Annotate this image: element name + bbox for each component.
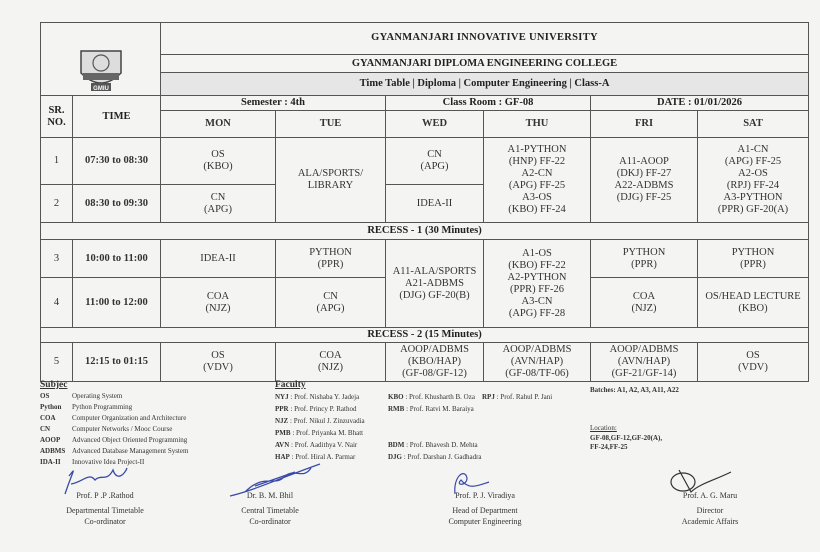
sr-cell: 5 — [41, 343, 73, 382]
slot-cell: AOOP/ADBMS (KBO/HAP) (GF-08/GF-12) — [386, 343, 484, 382]
faculty-item: NYJ : Prof. Nishaba Y. Jadeja — [275, 393, 360, 401]
slot-cell: COA (NJZ) — [591, 278, 698, 328]
faculty-code: PMB — [275, 429, 291, 437]
time-cell: 07:30 to 08:30 — [73, 138, 161, 185]
day-sat: SAT — [698, 111, 809, 138]
location-heading: Location: — [590, 424, 617, 432]
signatory-name: Prof. A. G. Maru — [682, 491, 738, 500]
slot-cell: CN (APG) — [276, 278, 386, 328]
faculty-name: Prof. Priyanka M. Bhatt — [296, 429, 364, 437]
slot-cell: OS (VDV) — [698, 343, 809, 382]
day-mon: MON — [161, 111, 276, 138]
subject-name: Computer Organization and Architecture — [72, 414, 187, 422]
batches — [590, 385, 679, 396]
signatory-role: Departmental Timetable Co-ordinator — [66, 506, 144, 526]
subject-item — [40, 435, 188, 446]
table-row — [41, 343, 809, 382]
slot-cell: AOOP/ADBMS (AVN/HAP) (GF-21/GF-14) — [591, 343, 698, 382]
faculty-item: DJG : Prof. Darshan J. Gadhadra — [388, 453, 482, 461]
day-fri: FRI — [591, 111, 698, 138]
subject-name: Advanced Object Oriented Programming — [72, 436, 188, 444]
faculty-name: Prof. Bhavesh D. Mehta — [409, 441, 478, 449]
signatory-role: Director Academic Affairs — [681, 506, 739, 526]
signatory-2 — [205, 490, 335, 527]
faculty-code: PPR — [275, 405, 289, 413]
classroom: Class Room : GF-08 — [386, 96, 591, 111]
subject-heading: Subjec — [40, 380, 68, 390]
subject-code: OS — [40, 392, 50, 400]
faculty-item: HAP : Prof. Hiral A. Parmar — [275, 453, 356, 461]
university-logo — [71, 35, 131, 92]
signatory-role: Central Timetable Co-ordinator — [241, 506, 299, 526]
subject-item — [40, 424, 188, 435]
faculty-code: NJZ — [275, 417, 289, 425]
time-cell: 11:00 to 12:00 — [73, 278, 161, 328]
faculty-item: NJZ : Prof. Nikul J. Zinzuvadia — [275, 417, 365, 425]
time-cell: 12:15 to 01:15 — [73, 343, 161, 382]
faculty-code: NYJ — [275, 393, 289, 401]
faculty-legend — [275, 380, 575, 471]
faculty-item: AVN : Prof. Aadithya V. Nair — [275, 441, 358, 449]
subject-item — [40, 391, 188, 402]
faculty-name: Prof. Nikul J. Zinzuvadia — [293, 417, 365, 425]
slot-cell: IDEA-II — [161, 240, 276, 278]
subject-name: Computer Networks / Mooc Course — [72, 425, 173, 433]
time-header: TIME — [73, 96, 161, 138]
slot-cell: COA (NJZ) — [276, 343, 386, 382]
faculty-item: RMB : Prof. Ratvi M. Baraiya — [388, 405, 474, 413]
time-cell: 10:00 to 11:00 — [73, 240, 161, 278]
faculty-item: KBO : Prof. Khusharth B. Oza — [388, 393, 475, 401]
slot-cell: A11-AOOP (DKJ) FF-27 A22-ADBMS (DJG) FF-25 — [591, 138, 698, 223]
timetable — [40, 22, 809, 382]
faculty-name: Prof. Rahul P. Jani — [500, 393, 553, 401]
slot-cell: A1-CN (APG) FF-25 A2-OS (RPJ) FF-24 A3-PYTHON (PPR) GF-20(A) — [698, 138, 809, 223]
table-row — [41, 138, 809, 185]
date: DATE : 01/01/2026 — [591, 96, 809, 111]
subject-code: AOOP — [40, 436, 61, 444]
faculty-item: PPR : Prof. Princy P. Rathod — [275, 405, 357, 413]
semester: Semester : 4th — [161, 96, 386, 111]
subject-code: CN — [40, 425, 51, 433]
faculty-code: RMB — [388, 405, 405, 413]
subject-name: Python Programming — [72, 403, 133, 411]
faculty-name: Prof. Nishaba Y. Jadeja — [294, 393, 360, 401]
subject-code: COA — [40, 414, 56, 422]
slot-cell: OS (VDV) — [161, 343, 276, 382]
signatory-3 — [420, 490, 550, 527]
faculty-code: KBO — [388, 393, 404, 401]
subject-name: Operating System — [72, 392, 123, 400]
day-wed: WED — [386, 111, 484, 138]
slot-cell: OS (KBO) — [161, 138, 276, 185]
faculty-name: Prof. Princy P. Rathod — [294, 405, 357, 413]
faculty-item: BDM : Prof. Bhavesh D. Mehta — [388, 441, 478, 449]
faculty-code: BDM — [388, 441, 405, 449]
subject-code: IDA-II — [40, 458, 61, 466]
faculty-heading: Faculty — [275, 380, 306, 390]
slot-cell: A11-ALA/SPORTS A21-ADBMS (DJG) GF-20(B) — [386, 240, 484, 328]
subject-name: Advanced Database Management System — [72, 447, 189, 455]
time-cell: 08:30 to 09:30 — [73, 185, 161, 223]
slot-cell: COA (NJZ) — [161, 278, 276, 328]
slot-cell: A1-OS (KBO) FF-22 A2-PYTHON (PPR) FF-26 A3-CN (APG) FF-28 — [484, 240, 591, 328]
slot-cell: PYTHON (PPR) — [698, 240, 809, 278]
faculty-name: Prof. Hiral A. Parmar — [295, 453, 356, 461]
signatory-1 — [40, 490, 170, 527]
faculty-name: Prof. Darshan J. Gadhadra — [407, 453, 482, 461]
faculty-code: HAP — [275, 453, 290, 461]
subject-code: Python — [40, 403, 62, 411]
signatory-4 — [645, 490, 775, 527]
timetable-line: Time Table | Diploma | Computer Engineering | Class-A — [161, 73, 809, 96]
faculty-code: RPJ — [482, 393, 495, 401]
slot-cell: PYTHON (PPR) — [276, 240, 386, 278]
sr-header: SR. NO. — [41, 96, 73, 138]
subject-item — [40, 446, 188, 457]
recess-row: RECESS - 2 (15 Minutes) — [41, 328, 809, 343]
subject-item — [40, 413, 188, 424]
faculty-item: RPJ : Prof. Rahul P. Jani — [482, 393, 553, 401]
slot-cell: CN (APG) — [386, 138, 484, 185]
faculty-code: AVN — [275, 441, 290, 449]
logo-cell — [41, 23, 161, 96]
signatory-name: Prof. P. J. Viradiya — [455, 491, 515, 500]
subject-item — [40, 402, 188, 413]
day-thu: THU — [484, 111, 591, 138]
svg-text:GMIU: GMIU — [92, 86, 109, 92]
slot-cell: ALA/SPORTS/ LIBRARY — [276, 138, 386, 223]
signatory-name: Prof. P .P .Rathod — [76, 491, 134, 500]
day-tue: TUE — [276, 111, 386, 138]
sr-cell: 1 — [41, 138, 73, 185]
subject-legend — [40, 380, 188, 468]
location-value: GF-08,GF-12,GF-20(A), FF-24,FF-25 — [590, 434, 663, 451]
slot-cell: CN (APG) — [161, 185, 276, 223]
slot-cell: AOOP/ADBMS (AVN/HAP) (GF-08/TF-06) — [484, 343, 591, 382]
signatory-name: Dr. B. M. Bhil — [246, 491, 294, 500]
faculty-item: PMB : Prof. Priyanka M. Bhatt — [275, 429, 364, 437]
slot-cell: PYTHON (PPR) — [591, 240, 698, 278]
recess-row: RECESS - 1 (30 Minutes) — [41, 223, 809, 240]
slot-cell: OS/HEAD LECTURE (KBO) — [698, 278, 809, 328]
sr-cell: 4 — [41, 278, 73, 328]
college-name: GYANMANJARI DIPLOMA ENGINEERING COLLEGE — [161, 54, 809, 72]
sr-cell: 3 — [41, 240, 73, 278]
subject-name: Innovative Idea Project-II — [72, 458, 145, 466]
faculty-name: Prof. Ratvi M. Baraiya — [409, 405, 474, 413]
slot-cell: A1-PYTHON (HNP) FF-22 A2-CN (APG) FF-25 A3-OS (KBO) FF-24 — [484, 138, 591, 223]
signatory-role: Head of Department Computer Engineering — [448, 506, 522, 526]
location — [590, 423, 662, 452]
faculty-code: DJG — [388, 453, 402, 461]
table-row — [41, 240, 809, 278]
slot-cell: IDEA-II — [386, 185, 484, 223]
university-title: GYANMANJARI INNOVATIVE UNIVERSITY — [161, 23, 809, 55]
subject-code: ADBMS — [40, 447, 66, 455]
faculty-name: Prof. Aadithya V. Nair — [294, 441, 358, 449]
batches-text: Batches: A1, A2, A3, A11, A22 — [590, 386, 679, 394]
faculty-name: Prof. Khusharth B. Oza — [409, 393, 475, 401]
sr-cell: 2 — [41, 185, 73, 223]
